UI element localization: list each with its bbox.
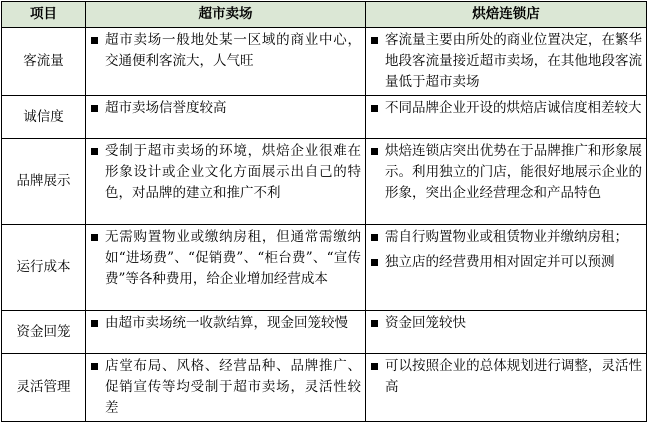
row-label: 客流量 xyxy=(2,28,86,96)
header-supermarket: 超市卖场 xyxy=(86,2,366,28)
bullet-text: 由超市卖场统一收款结算，现金回笼较慢 xyxy=(105,315,348,331)
bullet-item xyxy=(90,313,361,334)
table-row xyxy=(2,311,647,354)
table-row xyxy=(2,225,647,311)
table-row xyxy=(2,96,647,139)
supermarket-cell xyxy=(86,311,366,354)
supermarket-cell xyxy=(86,225,366,311)
supermarket-cell xyxy=(86,96,366,139)
bullet-item xyxy=(90,227,361,290)
bullet-text: 烘焙连锁店突出优势在于品牌推广和形象展示。利用独立的门店，能很好地展示企业的形象，突出企业经营理念和产品特色 xyxy=(385,143,642,201)
table-row xyxy=(2,354,647,422)
bullet-item xyxy=(370,313,642,334)
bakery-cell xyxy=(366,354,647,422)
square-bullet-icon xyxy=(91,234,98,241)
row-label: 诚信度 xyxy=(2,96,86,139)
square-bullet-icon xyxy=(371,37,378,44)
row-label: 运行成本 xyxy=(2,225,86,311)
square-bullet-icon xyxy=(371,105,378,112)
comparison-table xyxy=(1,1,647,422)
bullet-item xyxy=(370,30,642,93)
bakery-cell xyxy=(366,28,647,96)
square-bullet-icon xyxy=(91,148,98,155)
bullet-text: 无需购置物业或缴纳房租，但通常需缴纳如“进场费”、“促销费”、“柜台费”、“宣传费”等各种费用，给企业增加经营成本 xyxy=(105,229,361,287)
bullet-text: 超市卖场信誉度较高 xyxy=(105,100,227,116)
bullet-item xyxy=(370,98,642,119)
bullet-text: 店堂布局、风格、经营品种、品牌推广、促销宣传等均受制于超市卖场，灵活性较差 xyxy=(105,358,361,416)
bullet-text: 独立店的经营费用相对固定并可以预测 xyxy=(385,254,615,270)
square-bullet-icon xyxy=(371,320,378,327)
table-row xyxy=(2,139,647,225)
bullet-text: 可以按照企业的总体规划进行调整，灵活性高 xyxy=(385,358,642,395)
table-header-row xyxy=(2,2,647,28)
table-row xyxy=(2,28,647,96)
square-bullet-icon xyxy=(91,105,98,112)
bullet-item xyxy=(370,252,642,273)
bullet-text: 受制于超市卖场的环境，烘焙企业很难在形象设计或企业文化方面展示出自己的特色，对品牌的建立和推广不利 xyxy=(105,143,361,201)
square-bullet-icon xyxy=(91,37,98,44)
supermarket-cell xyxy=(86,139,366,225)
row-label: 品牌展示 xyxy=(2,139,86,225)
bullet-item xyxy=(370,356,642,398)
bullet-item xyxy=(90,356,361,419)
square-bullet-icon xyxy=(371,259,378,266)
row-label: 灵活管理 xyxy=(2,354,86,422)
bullet-text: 资金回笼较快 xyxy=(385,315,466,331)
bullet-item xyxy=(370,141,642,204)
bakery-cell xyxy=(366,311,647,354)
header-bakery: 烘焙连锁店 xyxy=(366,2,647,28)
bullet-item xyxy=(90,30,361,72)
bullet-item xyxy=(90,98,361,119)
square-bullet-icon xyxy=(371,363,378,370)
bullet-text: 超市卖场一般地处某一区域的商业中心，交通便利客流大，人气旺 xyxy=(105,32,361,69)
bullet-text: 需自行购置物业或租赁物业并缴纳房租； xyxy=(385,229,628,245)
supermarket-cell xyxy=(86,28,366,96)
bullet-item xyxy=(90,141,361,204)
bakery-cell xyxy=(366,96,647,139)
bullet-text: 不同品牌企业开设的烘焙店诚信度相差较大 xyxy=(385,100,642,116)
bakery-cell xyxy=(366,225,647,311)
square-bullet-icon xyxy=(371,148,378,155)
bullet-text: 客流量主要由所处的商业位置决定，在繁华地段客流量接近超市卖场，在其他地段客流量低于超市卖场 xyxy=(385,32,642,90)
square-bullet-icon xyxy=(91,363,98,370)
square-bullet-icon xyxy=(91,320,98,327)
bakery-cell xyxy=(366,139,647,225)
supermarket-cell xyxy=(86,354,366,422)
square-bullet-icon xyxy=(371,234,378,241)
row-label: 资金回笼 xyxy=(2,311,86,354)
bullet-item xyxy=(370,227,642,248)
header-item: 项目 xyxy=(2,2,86,28)
